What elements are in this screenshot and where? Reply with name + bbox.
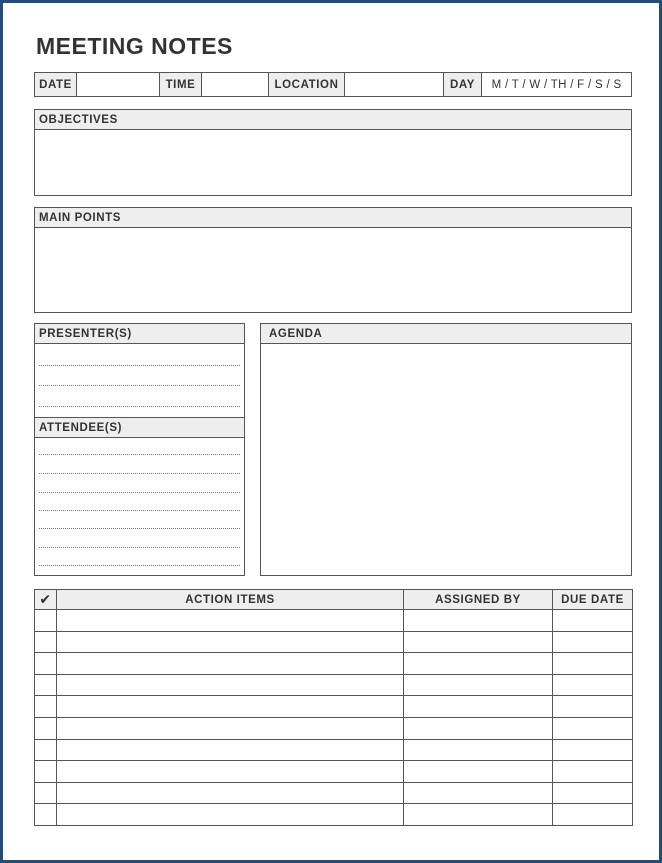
action-item-cell[interactable] bbox=[57, 782, 404, 804]
table-row bbox=[35, 610, 633, 632]
due-date-cell[interactable] bbox=[553, 761, 633, 783]
due-date-cell[interactable] bbox=[553, 610, 633, 632]
action-check-cell[interactable] bbox=[35, 717, 57, 739]
action-items-body bbox=[35, 610, 633, 826]
assigned-by-cell[interactable] bbox=[404, 653, 553, 675]
dotted-line bbox=[39, 385, 240, 386]
dotted-line bbox=[39, 365, 240, 366]
assigned-by-cell[interactable] bbox=[404, 631, 553, 653]
action-check-cell[interactable] bbox=[35, 696, 57, 718]
main-points-box bbox=[34, 207, 632, 313]
agenda-field[interactable] bbox=[261, 344, 631, 575]
location-label: LOCATION bbox=[269, 73, 345, 96]
due-date-cell[interactable] bbox=[553, 804, 633, 826]
action-check-cell[interactable] bbox=[35, 653, 57, 675]
page-title: MEETING NOTES bbox=[36, 33, 233, 59]
presenters-field[interactable] bbox=[35, 344, 244, 417]
objectives-header: OBJECTIVES bbox=[35, 110, 631, 130]
dotted-line bbox=[39, 510, 240, 511]
table-row bbox=[35, 804, 633, 826]
assigned-by-cell[interactable] bbox=[404, 696, 553, 718]
attendees-header: ATTENDEE(S) bbox=[35, 417, 244, 438]
assigned-by-header: ASSIGNED BY bbox=[404, 590, 553, 610]
main-points-header: MAIN POINTS bbox=[35, 208, 631, 228]
agenda-box bbox=[260, 323, 632, 576]
check-icon: ✔ bbox=[35, 590, 57, 610]
action-item-cell[interactable] bbox=[57, 610, 404, 632]
action-check-cell[interactable] bbox=[35, 782, 57, 804]
table-row bbox=[35, 696, 633, 718]
objectives-box bbox=[34, 109, 632, 196]
dotted-line bbox=[39, 528, 240, 529]
meeting-info-row bbox=[34, 72, 632, 97]
due-date-cell[interactable] bbox=[553, 717, 633, 739]
dotted-line bbox=[39, 406, 240, 407]
action-check-cell[interactable] bbox=[35, 631, 57, 653]
assigned-by-cell[interactable] bbox=[404, 739, 553, 761]
assigned-by-cell[interactable] bbox=[404, 761, 553, 783]
location-field[interactable] bbox=[345, 73, 444, 96]
dotted-line bbox=[39, 547, 240, 548]
due-date-cell[interactable] bbox=[553, 696, 633, 718]
dotted-line bbox=[39, 473, 240, 474]
table-row bbox=[35, 717, 633, 739]
action-item-cell[interactable] bbox=[57, 761, 404, 783]
assigned-by-cell[interactable] bbox=[404, 610, 553, 632]
table-row bbox=[35, 739, 633, 761]
due-date-cell[interactable] bbox=[553, 631, 633, 653]
day-options[interactable]: M / T / W / TH / F / S / S bbox=[491, 78, 622, 91]
time-label: TIME bbox=[160, 73, 202, 96]
table-row bbox=[35, 761, 633, 783]
due-date-cell[interactable] bbox=[553, 782, 633, 804]
assigned-by-cell[interactable] bbox=[404, 717, 553, 739]
action-items-table bbox=[34, 589, 633, 826]
dotted-line bbox=[39, 492, 240, 493]
action-item-cell[interactable] bbox=[57, 696, 404, 718]
dotted-line bbox=[39, 454, 240, 455]
date-label: DATE bbox=[35, 73, 77, 96]
due-date-header: DUE DATE bbox=[553, 590, 633, 610]
assigned-by-cell[interactable] bbox=[404, 782, 553, 804]
table-row bbox=[35, 631, 633, 653]
people-box bbox=[34, 323, 245, 576]
table-row bbox=[35, 782, 633, 804]
presenters-header: PRESENTER(S) bbox=[35, 324, 244, 344]
action-check-cell[interactable] bbox=[35, 804, 57, 826]
table-header-row bbox=[35, 590, 633, 610]
attendees-field[interactable] bbox=[35, 437, 244, 575]
action-item-cell[interactable] bbox=[57, 653, 404, 675]
action-item-cell[interactable] bbox=[57, 631, 404, 653]
table-row bbox=[35, 653, 633, 675]
action-check-cell[interactable] bbox=[35, 739, 57, 761]
date-field[interactable] bbox=[77, 73, 160, 96]
action-item-cell[interactable] bbox=[57, 804, 404, 826]
due-date-cell[interactable] bbox=[553, 674, 633, 696]
action-items-header: ACTION ITEMS bbox=[57, 590, 404, 610]
due-date-cell[interactable] bbox=[553, 739, 633, 761]
assigned-by-cell[interactable] bbox=[404, 804, 553, 826]
action-check-cell[interactable] bbox=[35, 674, 57, 696]
day-label: DAY bbox=[444, 73, 482, 96]
action-item-cell[interactable] bbox=[57, 739, 404, 761]
table-row bbox=[35, 674, 633, 696]
time-field[interactable] bbox=[202, 73, 269, 96]
due-date-cell[interactable] bbox=[553, 653, 633, 675]
action-check-cell[interactable] bbox=[35, 610, 57, 632]
main-points-field[interactable] bbox=[35, 228, 631, 312]
action-item-cell[interactable] bbox=[57, 717, 404, 739]
assigned-by-cell[interactable] bbox=[404, 674, 553, 696]
action-check-cell[interactable] bbox=[35, 761, 57, 783]
agenda-header: AGENDA bbox=[261, 324, 631, 344]
objectives-field[interactable] bbox=[35, 130, 631, 195]
action-item-cell[interactable] bbox=[57, 674, 404, 696]
dotted-line bbox=[39, 565, 240, 566]
